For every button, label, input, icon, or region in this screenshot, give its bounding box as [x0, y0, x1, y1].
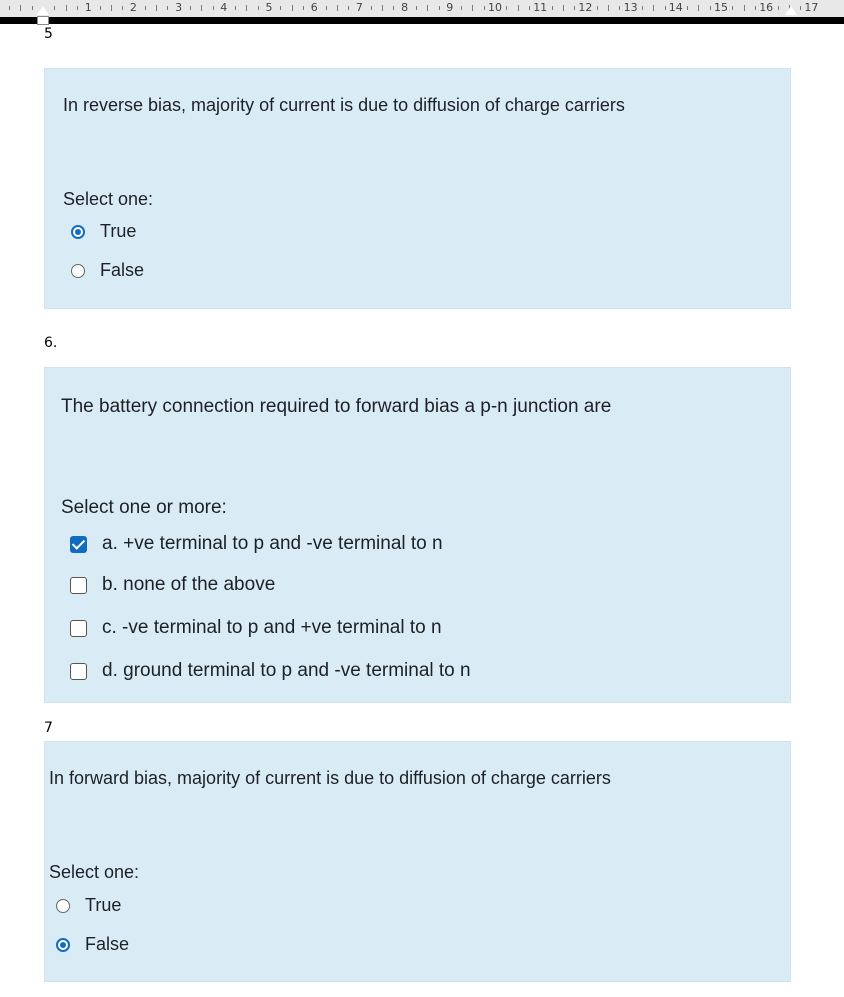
ruler-tick	[800, 6, 801, 10]
option-label: b. none of the above	[102, 574, 276, 595]
ruler-number: 17	[804, 1, 819, 14]
option-c[interactable]	[70, 617, 442, 639]
option-label: False	[100, 260, 145, 280]
ruler-number: 11	[533, 1, 548, 14]
ruler-tick	[190, 6, 191, 10]
ruler-tick	[563, 5, 564, 11]
question-text: The battery connection required to forward bias a p-n junction are	[61, 396, 612, 417]
ruler-marks	[0, 0, 844, 17]
question-text: In reverse bias, majority of current is due to diffusion of charge carriers	[63, 95, 625, 115]
select-prompt: Select one:	[63, 189, 154, 209]
ruler-tick	[461, 6, 462, 10]
option-b[interactable]	[70, 574, 275, 596]
option-false[interactable]	[71, 260, 144, 281]
ruler-tick	[20, 5, 21, 11]
ruler-tick	[32, 6, 33, 10]
checkbox[interactable]	[70, 577, 87, 594]
question-number: 5	[44, 26, 53, 42]
option-false[interactable]	[56, 934, 129, 955]
option-a[interactable]	[70, 533, 443, 555]
question-number: 7	[44, 720, 53, 736]
ruler-tick	[54, 6, 55, 10]
ruler-tick	[653, 5, 654, 11]
checkbox[interactable]	[70, 663, 87, 680]
ruler-tick	[213, 6, 214, 10]
ruler-tick	[258, 6, 259, 10]
ruler-tick	[732, 6, 733, 10]
ruler-tick	[382, 5, 383, 11]
ruler-tick	[427, 5, 428, 11]
ruler-tick	[145, 6, 146, 10]
ruler-number: 12	[578, 1, 593, 14]
ruler-tick	[337, 5, 338, 11]
ruler-tick	[642, 6, 643, 10]
radio-button[interactable]	[71, 264, 85, 278]
ruler-tick	[201, 5, 202, 11]
horizontal-ruler[interactable]	[0, 0, 844, 18]
question-card	[44, 367, 791, 703]
ruler-tick	[303, 6, 304, 10]
ruler-tick	[66, 5, 67, 11]
ruler-tick	[9, 6, 10, 10]
ruler-tick	[246, 5, 247, 11]
ruler-tick	[371, 6, 372, 10]
ruler-tick	[608, 5, 609, 11]
right-indent-marker[interactable]	[785, 6, 797, 15]
ruler-number: 1	[84, 1, 92, 14]
ruler-tick	[393, 6, 394, 10]
option-d[interactable]	[70, 660, 471, 682]
ruler-margin-strip	[0, 17, 844, 24]
ruler-tick	[484, 6, 485, 10]
ruler-number: 10	[488, 1, 502, 14]
ruler-number: 9	[446, 1, 454, 14]
ruler-tick	[755, 6, 756, 10]
ruler-tick	[506, 6, 507, 10]
option-label: False	[85, 934, 130, 954]
option-true[interactable]	[71, 221, 136, 242]
ruler-number: 13	[623, 1, 638, 14]
ruler-tick	[100, 6, 101, 10]
ruler-tick	[326, 6, 327, 10]
option-label: True	[85, 895, 122, 915]
ruler-tick	[597, 6, 598, 10]
left-indent-marker[interactable]	[37, 16, 49, 25]
question-number: 6.	[44, 335, 58, 351]
option-true[interactable]	[56, 895, 121, 916]
ruler-tick	[778, 6, 779, 10]
option-label: c. -ve terminal to p and +ve terminal to n	[102, 617, 442, 638]
select-prompt: Select one or more:	[61, 497, 227, 518]
ruler-tick	[529, 6, 530, 10]
ruler-tick	[687, 6, 688, 10]
ruler-tick	[416, 6, 417, 10]
ruler-number: 15	[714, 1, 728, 14]
radio-button[interactable]	[56, 899, 70, 913]
question-card	[44, 741, 791, 982]
ruler-number: 4	[220, 1, 228, 14]
ruler-tick	[111, 5, 112, 11]
ruler-tick	[439, 6, 440, 10]
ruler-tick	[348, 6, 349, 10]
ruler-number: 14	[668, 1, 683, 14]
ruler-tick	[619, 6, 620, 10]
first-line-indent-marker[interactable]	[37, 6, 49, 15]
radio-button[interactable]	[71, 225, 85, 239]
checkbox[interactable]	[70, 536, 87, 553]
ruler-tick	[472, 5, 473, 11]
ruler-tick	[280, 6, 281, 10]
select-prompt: Select one:	[49, 862, 140, 882]
option-label: True	[100, 221, 137, 241]
ruler-tick	[665, 6, 666, 10]
ruler-number: 7	[355, 1, 363, 14]
ruler-tick	[574, 6, 575, 10]
ruler-tick	[744, 5, 745, 11]
ruler-tick	[167, 6, 168, 10]
ruler-tick	[552, 6, 553, 10]
ruler-tick	[235, 6, 236, 10]
ruler-number: 2	[129, 1, 137, 14]
ruler-tick	[122, 6, 123, 10]
checkbox[interactable]	[70, 620, 87, 637]
ruler-tick	[77, 6, 78, 10]
option-label: a. +ve terminal to p and -ve terminal to n	[102, 533, 443, 554]
ruler-tick	[710, 6, 711, 10]
ruler-number: 3	[175, 1, 183, 14]
option-label: d. ground terminal to p and -ve terminal to n	[102, 660, 471, 681]
ruler-tick	[698, 5, 699, 11]
question-text: In forward bias, majority of current is due to diffusion of charge carriers	[49, 768, 611, 788]
radio-button[interactable]	[56, 938, 70, 952]
ruler-number: 8	[401, 1, 409, 14]
ruler-number: 5	[265, 1, 273, 14]
ruler-tick	[156, 5, 157, 11]
question-card	[44, 68, 791, 309]
ruler-number: 6	[310, 1, 318, 14]
ruler-tick	[518, 5, 519, 11]
ruler-number: 16	[759, 1, 774, 14]
ruler-tick	[292, 5, 293, 11]
